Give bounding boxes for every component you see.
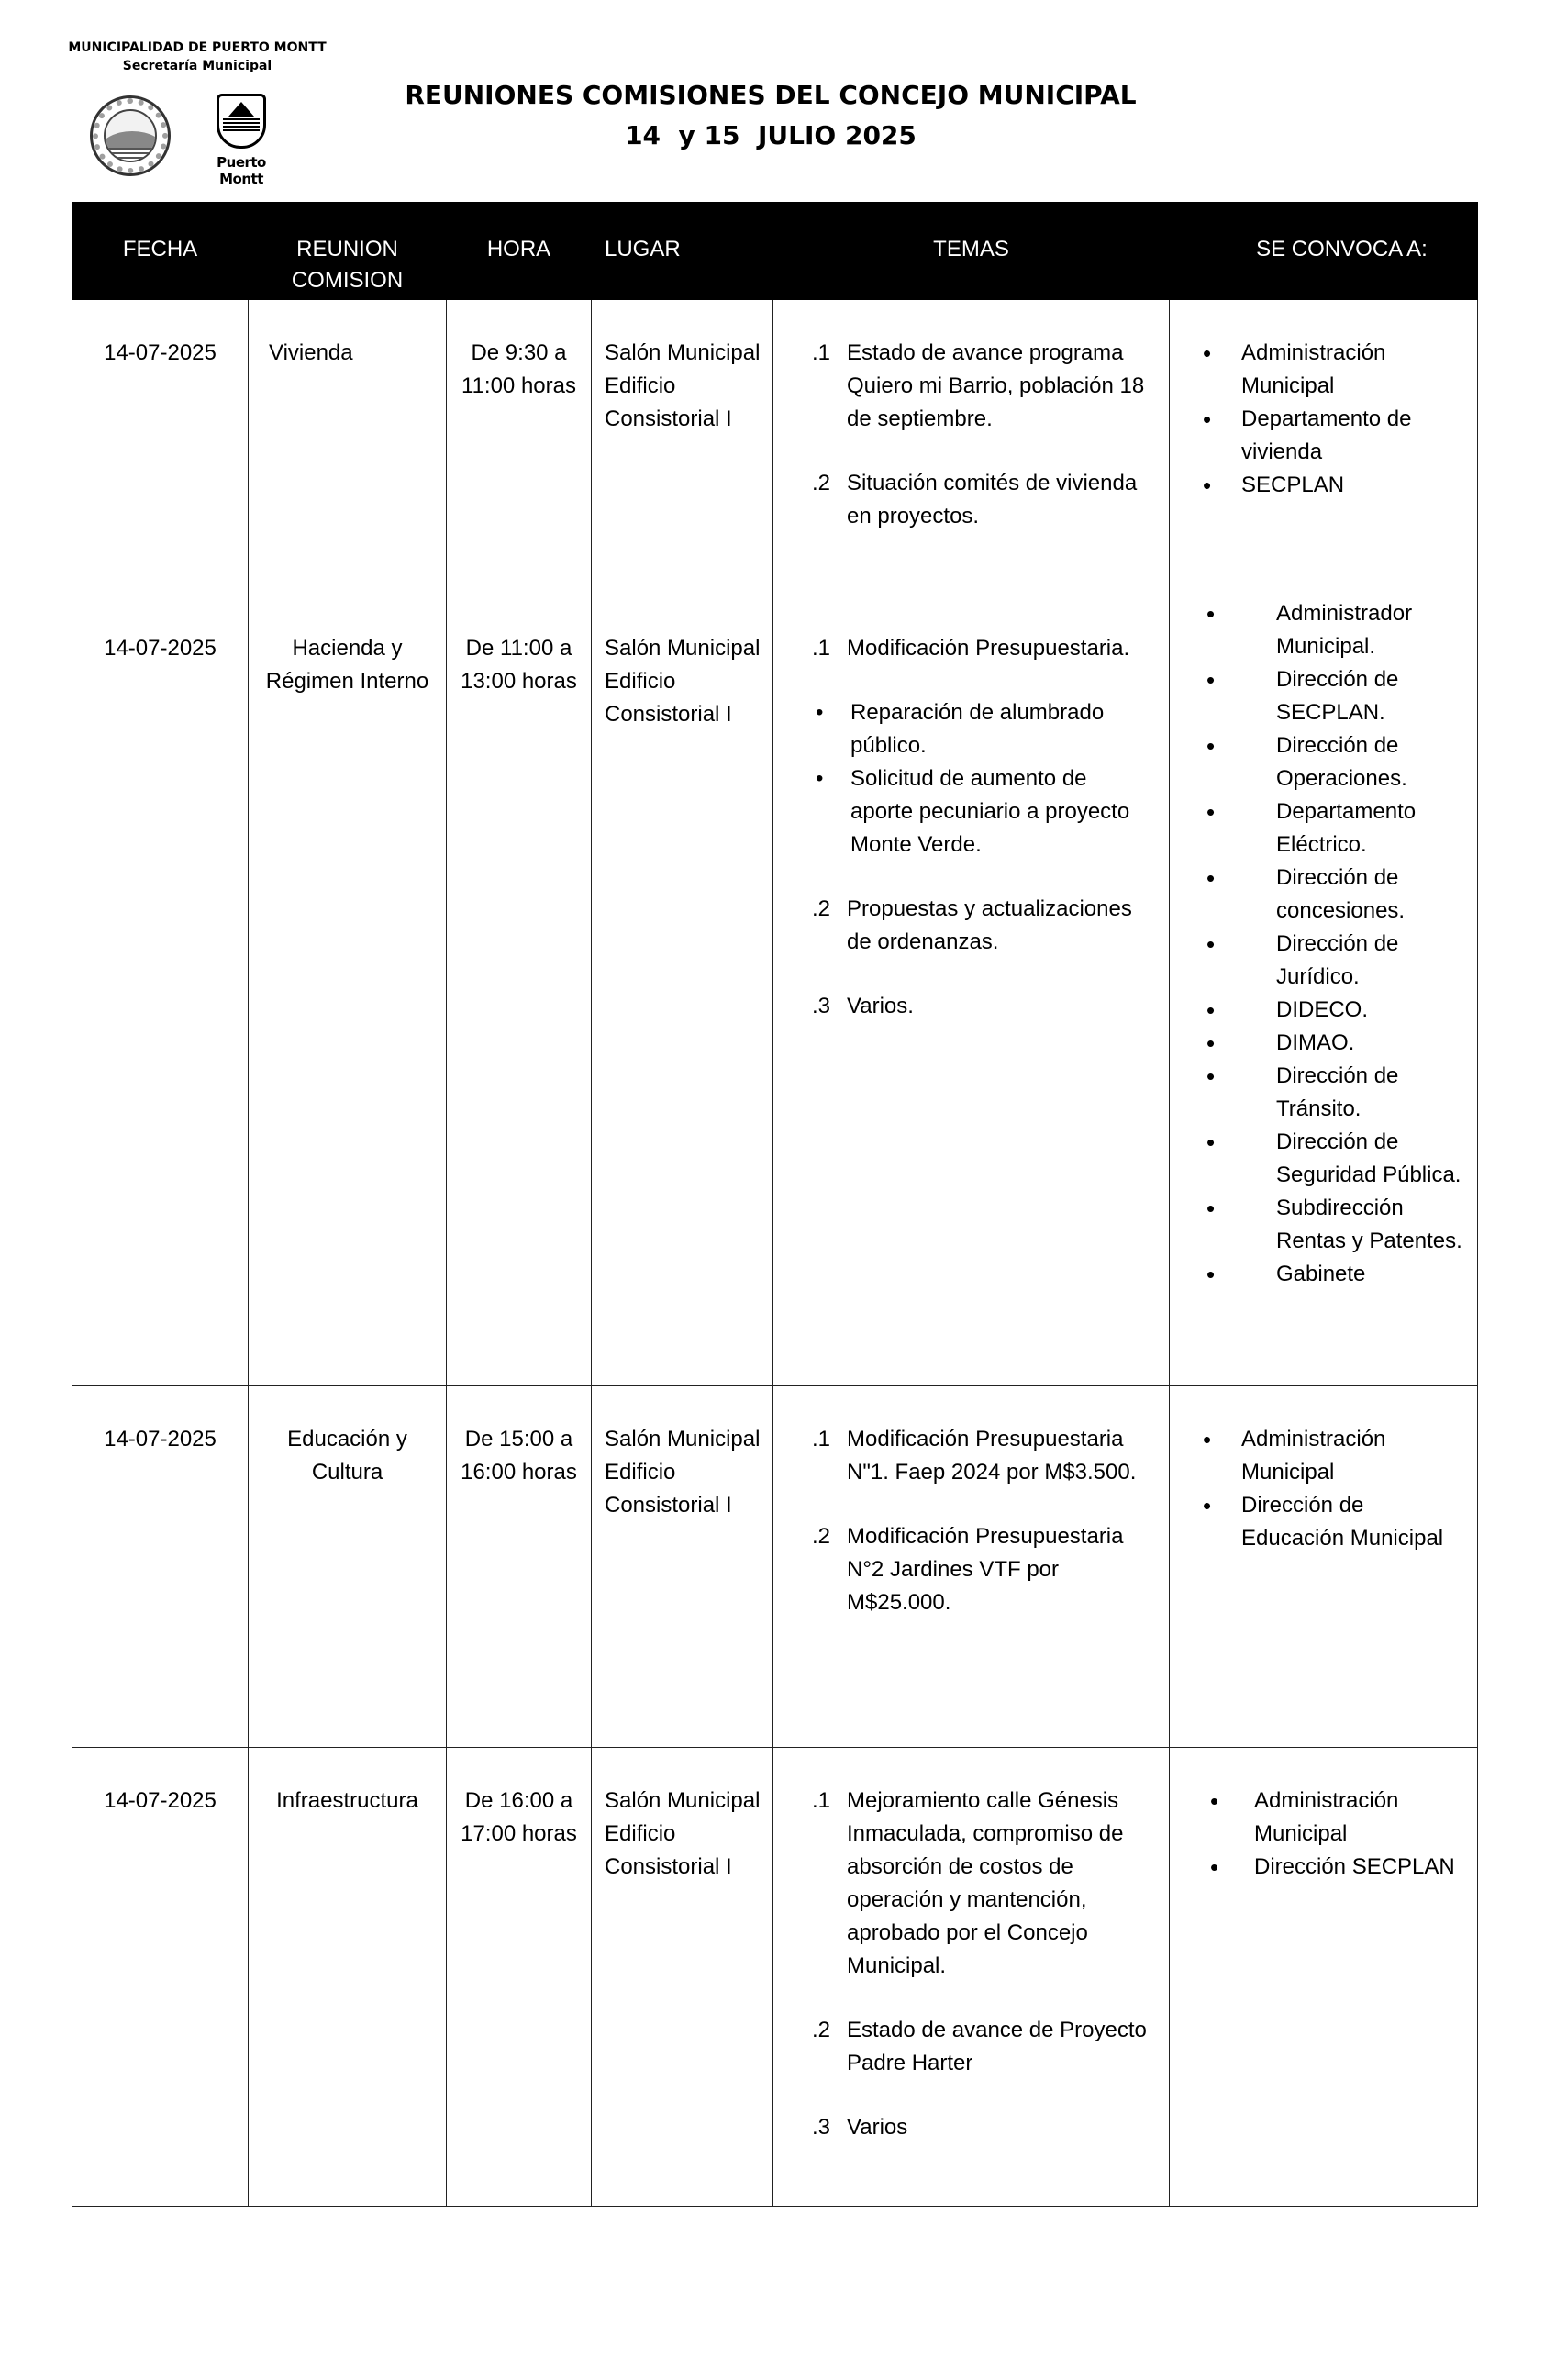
cell-hora: De 16:00 a 17:00 horas <box>447 1748 592 2207</box>
table-row <box>72 1386 1478 1748</box>
cell-convoca <box>1170 300 1478 595</box>
org-subtitle: Secretaría Municipal <box>122 59 272 73</box>
cell-fecha: 14-07-2025 <box>72 595 249 1386</box>
list-item: 2. Situación comités de vivienda en proyectos. <box>811 471 1138 528</box>
cell-comision: Infraestructura <box>249 1748 447 2207</box>
table-row <box>72 595 1478 1386</box>
list-item: • Departamento Eléctrico. <box>1203 795 1464 862</box>
list-item: • Administrador Municipal. <box>1203 597 1464 663</box>
cell-comision: Hacienda y Régimen Interno <box>249 595 447 1386</box>
city-crest-icon <box>217 94 266 149</box>
cell-hora: De 9:30 a 11:00 horas <box>447 300 592 595</box>
cell-fecha: 14-07-2025 <box>72 1386 249 1748</box>
cell-lugar: Salón Municipal Edificio Consistorial I <box>592 1748 773 2207</box>
cell-temas <box>773 595 1170 1386</box>
cell-convoca <box>1170 595 1478 1386</box>
document-title: REUNIONES COMISIONES DEL CONCEJO MUNICIPAL <box>405 80 1137 110</box>
list-item: 3. Varios <box>811 2115 908 2140</box>
list-item: • DIMAO. <box>1203 1027 1464 1060</box>
cell-fecha: 14-07-2025 <box>72 300 249 595</box>
schedule-table <box>72 202 1478 2207</box>
list-item: • Subdirección Rentas y Patentes. <box>1203 1192 1464 1258</box>
list-item: • Dirección de Tránsito. <box>1203 1060 1464 1126</box>
list-item: 1. Estado de avance programa Quiero mi Barrio, población 18 de septiembre. <box>811 340 1145 431</box>
list-item: 2. Propuestas y actualizaciones de ordenanzas. <box>811 896 1132 954</box>
list-item: • Dirección de concesiones. <box>1203 862 1464 928</box>
header-convoca: SE CONVOCA A: <box>1170 203 1478 300</box>
list-item: • Administración Municipal <box>1203 1423 1464 1489</box>
cell-fecha: 14-07-2025 <box>72 1748 249 2207</box>
cell-comision: Educación y Cultura <box>249 1386 447 1748</box>
municipal-seal-icon <box>90 95 171 176</box>
list-item: 1. Mejoramiento calle Génesis Inmaculada, compromiso de absorción de costos de operación y mantención, aprobado por el Concejo Municipal. <box>811 1788 1124 1978</box>
header-temas: TEMAS <box>773 203 1170 300</box>
cell-lugar: Salón Municipal Edificio Consistorial I <box>592 595 773 1386</box>
brand-name: Puerto Montt <box>217 154 266 187</box>
table-header-row <box>72 203 1478 300</box>
list-item: • Dirección SECPLAN <box>1203 1851 1464 1884</box>
cell-temas <box>773 1386 1170 1748</box>
cell-comision: Vivienda <box>249 300 447 595</box>
cell-convoca <box>1170 1748 1478 2207</box>
list-item: 2. Modificación Presupuestaria N°2 Jardines VTF por M$25.000. <box>811 1524 1124 1615</box>
list-item: 2. Estado de avance de Proyecto Padre Harter <box>811 2018 1147 2075</box>
cell-temas <box>773 1748 1170 2207</box>
org-name: MUNICIPALIDAD DE PUERTO MONTT <box>68 40 327 55</box>
list-item: • Dirección de Operaciones. <box>1203 729 1464 795</box>
list-item: • Departamento de vivienda <box>1203 403 1464 469</box>
cell-hora: De 11:00 a 13:00 horas <box>447 595 592 1386</box>
sub-list-item: • Reparación de alumbrado público. <box>847 696 1150 762</box>
cell-convoca <box>1170 1386 1478 1748</box>
list-item: • DIDECO. <box>1203 994 1464 1027</box>
table-row <box>72 1748 1478 2207</box>
document-subtitle: 14 y 15 JULIO 2025 <box>625 120 917 150</box>
cell-lugar: Salón Municipal Edificio Consistorial I <box>592 1386 773 1748</box>
cell-lugar: Salón Municipal Edificio Consistorial I <box>592 300 773 595</box>
cell-hora: De 15:00 a 16:00 horas <box>447 1386 592 1748</box>
list-item: • SECPLAN <box>1203 469 1464 502</box>
list-item: • Dirección de Educación Municipal <box>1203 1489 1464 1555</box>
header-comision: REUNION COMISION <box>249 203 447 300</box>
list-item: • Gabinete <box>1203 1258 1464 1291</box>
list-item: 1. Modificación Presupuestaria. • Reparación de alumbrado público. • Solicitud de aumento de aporte pecuniario a proyecto Monte Verde. <box>792 632 1150 862</box>
list-item: 1. Modificación Presupuestaria N"1. Faep 2024 por M$3.500. <box>811 1427 1137 1485</box>
list-item: • Administración Municipal <box>1203 1785 1464 1851</box>
list-item: • Dirección de Seguridad Pública. <box>1203 1126 1464 1192</box>
header-hora: HORA <box>447 203 592 300</box>
sub-list-item: • Solicitud de aumento de aporte pecuniario a proyecto Monte Verde. <box>847 762 1150 862</box>
org-header <box>55 39 339 75</box>
list-item: 3. Varios. <box>811 994 914 1018</box>
cell-temas <box>773 300 1170 595</box>
list-item: • Dirección de Jurídico. <box>1203 928 1464 994</box>
table-row <box>72 300 1478 595</box>
header-lugar: LUGAR <box>592 203 773 300</box>
list-item: • Administración Municipal <box>1203 337 1464 403</box>
list-item: • Dirección de SECPLAN. <box>1203 663 1464 729</box>
header-fecha: FECHA <box>72 203 249 300</box>
